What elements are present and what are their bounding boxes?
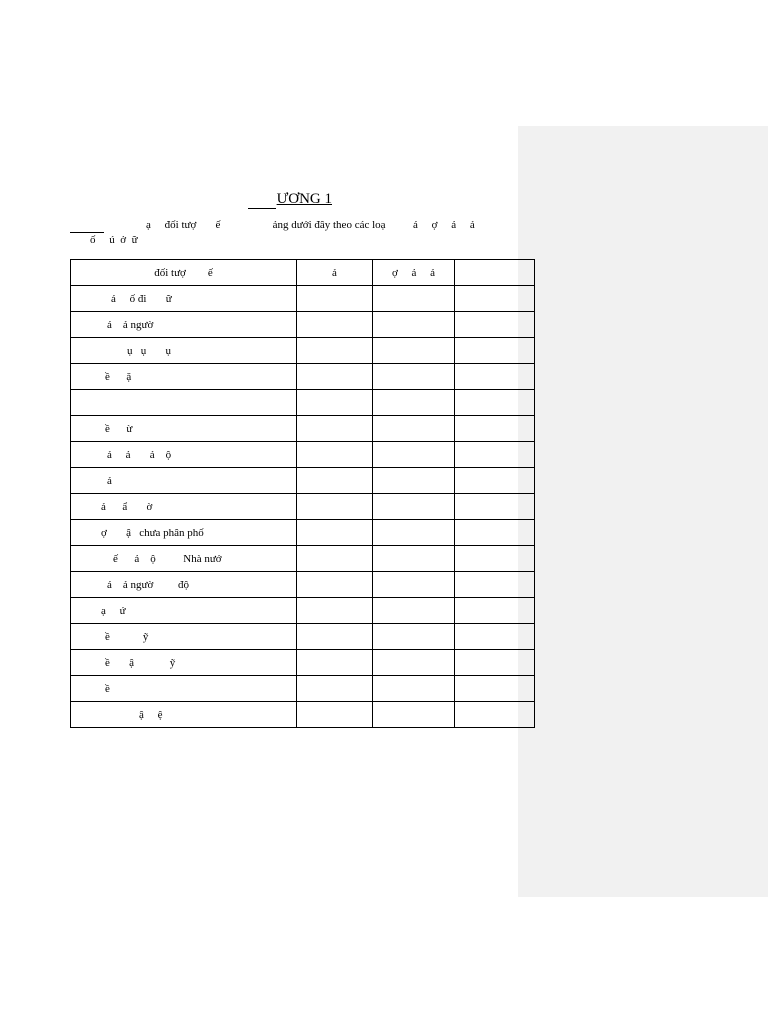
empty-cell	[373, 286, 455, 312]
table-row	[71, 624, 535, 650]
row-label-cell	[71, 468, 297, 494]
empty-cell	[297, 624, 373, 650]
row-label: ợ ậ chưa phân phố	[101, 526, 204, 539]
empty-cell	[373, 468, 455, 494]
header-cell-object: đối tượ ế	[71, 260, 297, 286]
table-row	[71, 650, 535, 676]
empty-cell	[455, 468, 535, 494]
row-label: ề ậ ỹ	[105, 656, 176, 669]
empty-cell	[373, 676, 455, 702]
empty-cell	[373, 494, 455, 520]
row-label-cell	[71, 390, 297, 416]
header-cell-3: ợ ả ả	[373, 260, 455, 286]
table-row	[71, 676, 535, 702]
empty-cell	[455, 286, 535, 312]
row-label: ả ả ả ộ	[107, 448, 172, 461]
empty-cell	[297, 572, 373, 598]
row-label: ả ẩ ờ	[101, 500, 153, 513]
empty-cell	[455, 520, 535, 546]
empty-cell	[455, 338, 535, 364]
table-row	[71, 702, 535, 728]
empty-cell	[297, 468, 373, 494]
table-row	[71, 442, 535, 468]
empty-cell	[297, 494, 373, 520]
row-label-cell	[71, 546, 297, 572]
empty-cell	[297, 546, 373, 572]
empty-cell	[297, 676, 373, 702]
table-row	[71, 468, 535, 494]
table-row	[71, 364, 535, 390]
table-row	[71, 416, 535, 442]
row-label: á ố đi ữ	[111, 292, 172, 305]
row-label-cell	[71, 676, 297, 702]
row-label-cell	[71, 442, 297, 468]
row-label-cell	[71, 494, 297, 520]
empty-cell	[373, 598, 455, 624]
row-label: á ả ngườ độ	[107, 578, 190, 591]
empty-cell	[455, 598, 535, 624]
empty-cell	[373, 702, 455, 728]
empty-cell	[373, 312, 455, 338]
row-label-cell	[71, 598, 297, 624]
table-header-row	[71, 260, 535, 286]
empty-cell	[373, 390, 455, 416]
row-label: ề ỹ	[105, 630, 149, 643]
empty-cell	[455, 572, 535, 598]
empty-cell	[455, 624, 535, 650]
empty-cell	[455, 364, 535, 390]
empty-cell	[455, 546, 535, 572]
row-label: ậ ệ	[139, 708, 163, 721]
empty-cell	[373, 546, 455, 572]
row-label-cell	[71, 364, 297, 390]
empty-cell	[373, 572, 455, 598]
empty-cell	[373, 650, 455, 676]
row-label-cell	[71, 572, 297, 598]
empty-cell	[297, 598, 373, 624]
table-row	[71, 546, 535, 572]
empty-cell	[373, 364, 455, 390]
empty-cell	[455, 390, 535, 416]
title-underline	[248, 208, 276, 209]
table-row	[71, 286, 535, 312]
empty-cell	[297, 520, 373, 546]
empty-cell	[373, 338, 455, 364]
empty-cell	[297, 650, 373, 676]
row-label-cell	[71, 650, 297, 676]
row-label: ề ừ	[105, 422, 133, 435]
empty-cell	[297, 364, 373, 390]
row-label: ả	[107, 474, 112, 487]
empty-cell	[455, 702, 535, 728]
empty-cell	[297, 286, 373, 312]
empty-cell	[297, 312, 373, 338]
header-cell-4	[455, 260, 535, 286]
row-label: ề	[105, 682, 110, 695]
empty-cell	[455, 494, 535, 520]
page-title: ƯƠNG 1	[276, 191, 332, 207]
empty-cell	[455, 416, 535, 442]
row-label: ề ặ	[105, 370, 132, 383]
table-row	[71, 494, 535, 520]
row-label-cell	[71, 520, 297, 546]
empty-cell	[455, 312, 535, 338]
empty-cell	[373, 416, 455, 442]
empty-cell	[373, 624, 455, 650]
asset-table	[70, 259, 535, 728]
row-label-cell	[71, 338, 297, 364]
comment-pane	[518, 126, 768, 897]
table-row	[71, 390, 535, 416]
row-label-cell	[71, 416, 297, 442]
row-label: á ả ngườ	[107, 318, 154, 331]
header-cell-2: ả	[297, 260, 373, 286]
empty-cell	[297, 702, 373, 728]
empty-cell	[455, 650, 535, 676]
table-row	[71, 572, 535, 598]
row-label: ạ ứ	[101, 604, 126, 617]
empty-cell	[455, 442, 535, 468]
row-label: ụ ụ ụ	[127, 344, 171, 357]
table-row	[71, 520, 535, 546]
empty-cell	[297, 416, 373, 442]
empty-cell	[373, 442, 455, 468]
intro-rule	[70, 232, 104, 233]
empty-cell	[373, 520, 455, 546]
table-row	[71, 338, 535, 364]
empty-cell	[455, 676, 535, 702]
empty-cell	[297, 390, 373, 416]
row-label: ế ả ộ Nhà nướ	[113, 552, 222, 565]
empty-cell	[297, 338, 373, 364]
intro-line-2: ố ú ở ữ	[90, 234, 138, 246]
table-row	[71, 598, 535, 624]
row-label-cell	[71, 286, 297, 312]
row-label-cell	[71, 702, 297, 728]
table-row	[71, 312, 535, 338]
intro-line-1: ạ đối tượ ế ảng dưới đây theo các loạ á ợ ả ả	[146, 219, 475, 231]
row-label-cell	[71, 312, 297, 338]
empty-cell	[297, 442, 373, 468]
row-label-cell	[71, 624, 297, 650]
